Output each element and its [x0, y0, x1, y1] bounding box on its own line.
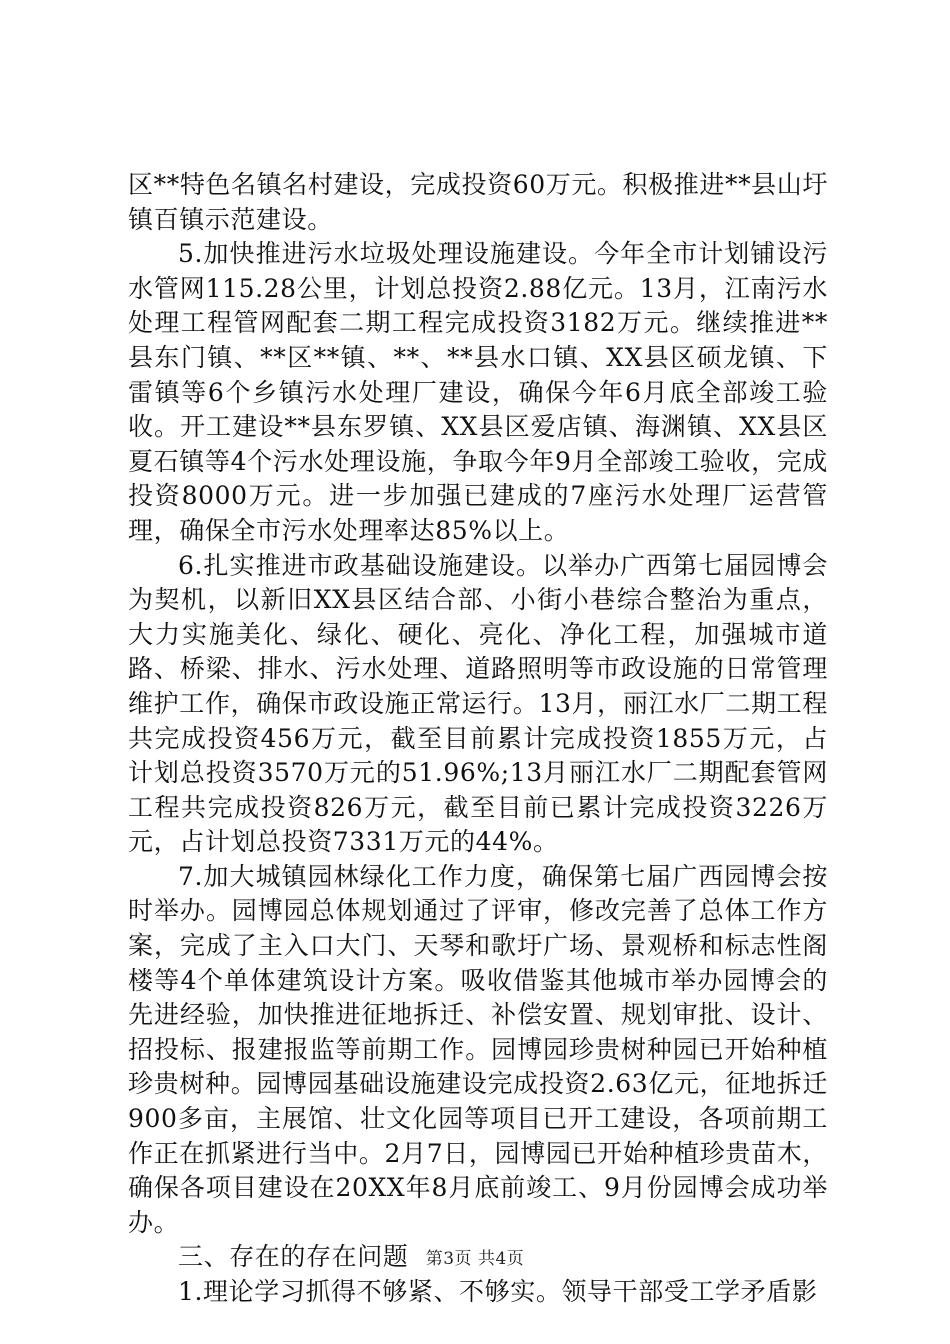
paragraph-item-5-sewage: 5.加快推进污水垃圾处理设施建设。今年全市计划铺设污水管网115.28公里，计划总投资2.88亿元。13月，江南污水处理工程管网配套二期工程完成投资3182万元。继续推进**县东门镇、**区**镇、**、**县水口镇、XX县区硕龙镇、下雷镇等6个乡镇污水处理厂建设，确保今年6月底全部竣工验收。开工建设**县东罗镇、XX县区爱店镇、海渊镇、XX县区夏石镇等4个污水处理设施，争取今年9月全部竣工验收，完成投资8000万元。进一步加强已建成的7座污水处理厂运营管理，确保全市污水处理率达85%以上。 — [128, 239, 828, 545]
section-heading-problems: 三、存在的存在问题 — [178, 1242, 409, 1272]
document-body — [128, 168, 828, 1310]
page-footer: 第3页 共4页 — [425, 1249, 525, 1269]
paragraph-problem-1: 1.理论学习抓得不够紧、不够实。领导干部受工学矛盾影 — [178, 1277, 818, 1306]
paragraph-item-6-municipal: 6.扎实推进市政基础设施建设。以举办广西第七届园博会为契机，以新旧XX县区结合部、小街小巷综合整治为重点，大力实施美化、绿化、硬化、亮化、净化工程，加强城市道路、桥梁、排水、污水处理、道路照明等市政设施的日常管理维护工作，确保市政设施正常运行。13月，丽江水厂二期工程共完成投资456万元，截至目前累计完成投资1855万元，占计划总投资3570万元的51.96%;13月丽江水厂二期配套管网工程共完成投资826万元，截至目前已累计完成投资3226万元，占计划总投资7331万元的44%。 — [128, 550, 828, 857]
paragraph-item-7-landscaping: 7.加大城镇园林绿化工作力度，确保第七届广西园博会按时举办。园博园总体规划通过了评审，修改完善了总体工作方案，完成了主入口大门、天琴和歌圩广场、景观桥和标志性阁楼等4个单体建筑设计方案。吸收借鉴其他城市举办园博会的先进经验，加快推进征地拆迁、补偿安置、规划审批、设计、招投标、报建报监等前期工作。园博园珍贵树种园已开始种植珍贵树种。园博园基础设施建设完成投资2.63亿元，征地拆迁900多亩，主展馆、壮文化园等项目已开工建设，各项前期工作正在抓紧进行当中。2月7日，园博园已开始种植珍贵苗木，确保各项目建设在20XX年8月底前竣工、9月份园博会成功举办。 — [128, 861, 828, 1237]
paragraph-continuation: 区**特色名镇名村建设，完成投资60万元。积极推进**县山圩镇百镇示范建设。 — [128, 170, 828, 234]
